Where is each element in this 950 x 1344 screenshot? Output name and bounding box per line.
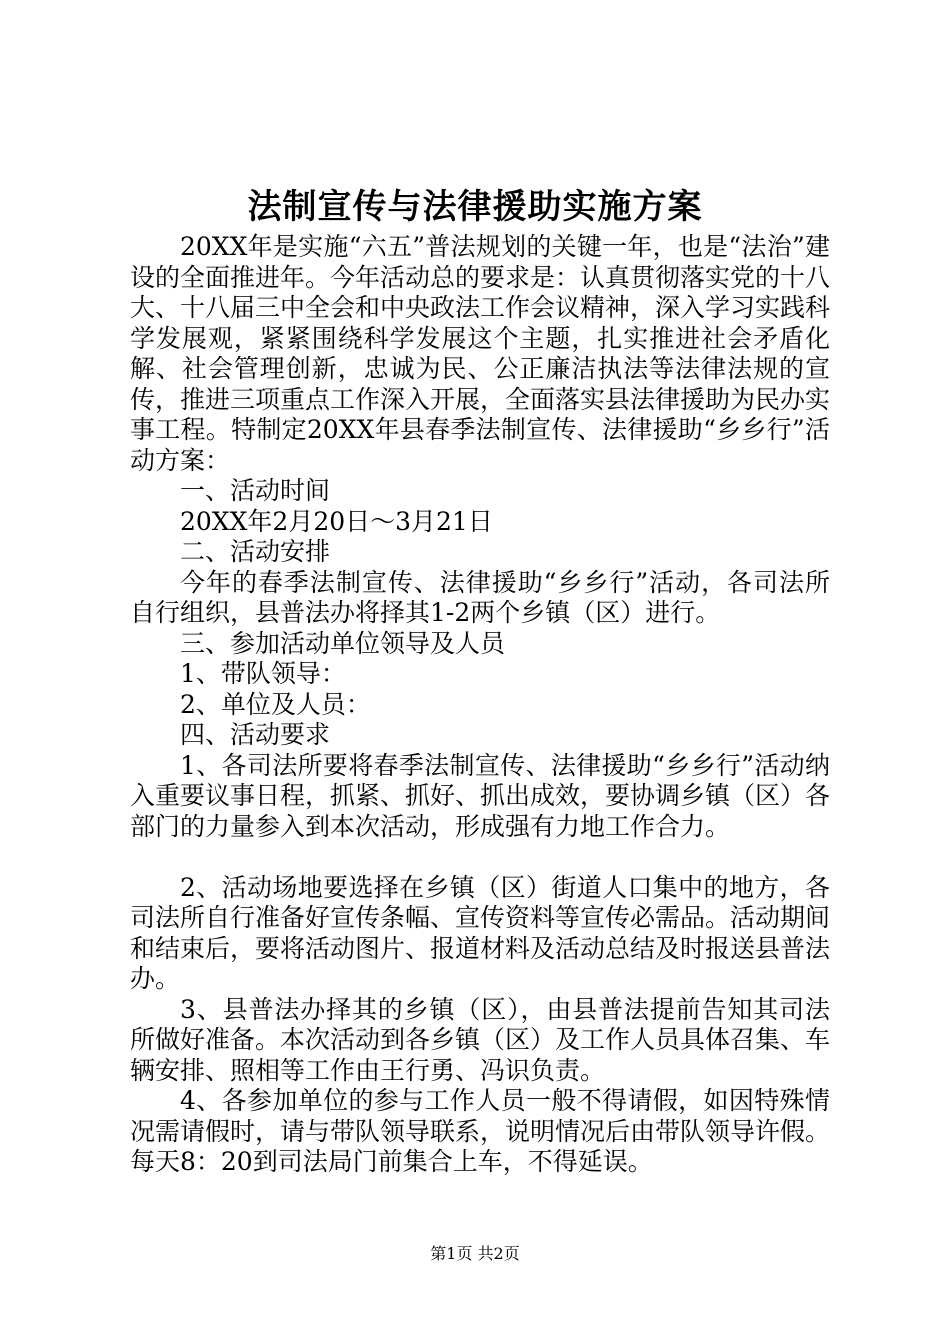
- document-title: 法制宣传与法律援助实施方案: [247, 187, 703, 227]
- participants-item-units: 2、单位及人员：: [180, 689, 371, 719]
- activity-date-range: 20XX年2月20日～3月21日: [180, 506, 493, 536]
- paragraph-spacer: [130, 842, 830, 873]
- section-heading-time: 一、活动时间: [180, 476, 331, 505]
- document-body: [130, 232, 830, 1178]
- requirement-item-4: 4、各参加单位的参与工作人员一般不得请假，如因特殊情况需请假时，请与带队领导联系，说明情况后由带队领导许假。每天8：20到司法局门前集合上车，不得延误。: [130, 1086, 831, 1176]
- participants-item-leader: 1、带队领导：: [180, 659, 346, 688]
- section-heading-requirements: 四、活动要求: [180, 720, 331, 749]
- section-heading-participants: 三、参加活动单位领导及人员: [180, 628, 506, 658]
- page-number-footer: 第1页 共2页: [430, 1244, 520, 1263]
- arrangement-paragraph: 今年的春季法制宣传、法律援助“乡乡行”活动，各司法所自行组织，县普法办将择其1-2两个乡镇（区）进行。: [130, 567, 830, 627]
- requirement-item-2: 2、活动场地要选择在乡镇（区）街道人口集中的地方，各司法所自行准备好宣传条幅、宣传资料等宣传必需品。活动期间和结束后，要将活动图片、报道材料及活动总结及时报送县普法办。: [130, 872, 831, 993]
- section-heading-arrangement: 二、活动安排: [180, 537, 331, 566]
- intro-paragraph: 20XX年是实施“六五”普法规划的关键一年，也是“法治”建设的全面推进年。今年活动总的要求是：认真贯彻落实党的十八大、十八届三中全会和中央政法工作会议精神，深入学习实践科学发展观，紧紧围绕科学发展这个主题，扎实推进社会矛盾化解、社会管理创新，忠诚为民、公正廉洁执法等法律法规的宣传，推进三项重点工作深入开展，全面落实县法律援助为民办实事工程。特制定20XX年县春季法制宣传、法律援助“乡乡行”活动方案：: [130, 232, 831, 475]
- requirement-item-3: 3、县普法办择其的乡镇（区），由县普法提前告知其司法所做好准备。本次活动到各乡镇（区）及工作人员具体召集、车辆安排、照相等工作由王行勇、冯识负责。: [130, 994, 831, 1085]
- requirement-item-1: 1、各司法所要将春季法制宣传、法律援助“乡乡行”活动纳入重要议事日程，抓紧、抓好、抓出成效，要协调乡镇（区）各部门的力量参入到本次活动，形成强有力地工作合力。: [130, 750, 831, 841]
